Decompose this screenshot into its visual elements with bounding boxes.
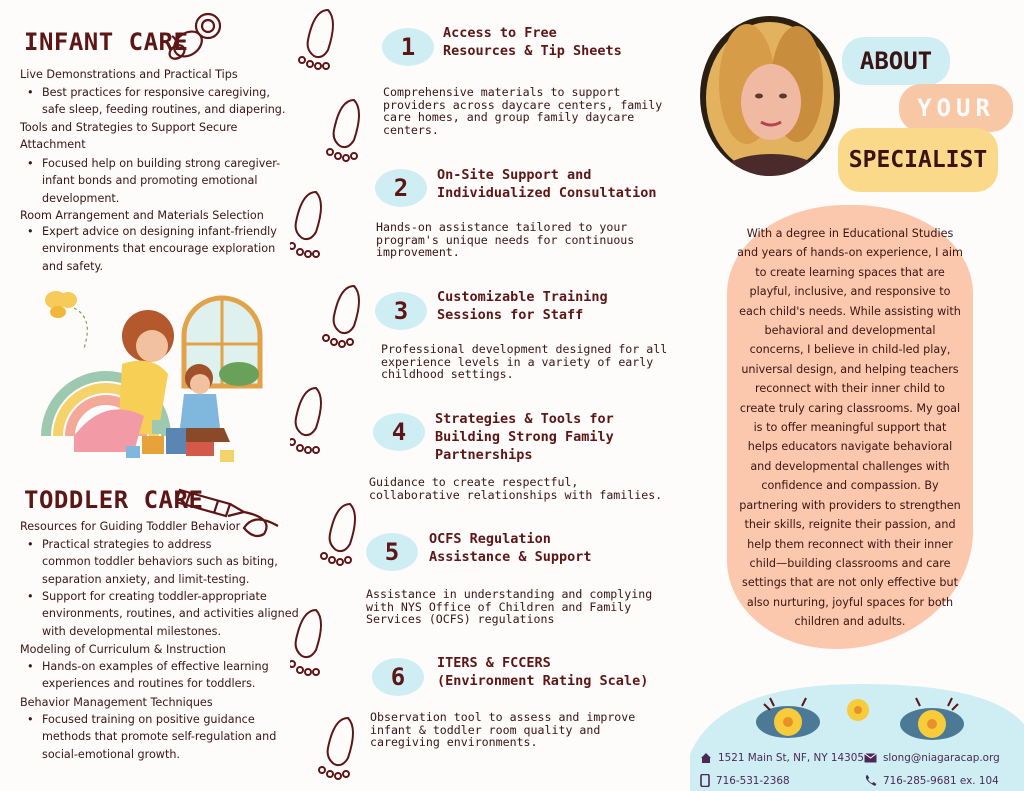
phone-ringing-icon xyxy=(864,774,877,787)
bullet-item: • Focused help on building strong caregiver- infant bonds and promoting emotional development. xyxy=(42,155,280,207)
service-title: Strategies & Tools for Building Strong Family Partnerships xyxy=(435,411,614,463)
about-tag: ABOUT xyxy=(842,37,950,85)
section-label: Live Demonstrations and Practical Tips xyxy=(20,68,238,81)
section-label: Room Arrangement and Materials Selection xyxy=(20,209,264,222)
flower-icon xyxy=(847,699,869,721)
service-description: Assistance in understanding and complying with NYS Office of Children and Family Services (OCFS) regulations xyxy=(366,587,653,626)
service-number-badge: 3 xyxy=(375,292,427,330)
bullet-item: • Expert advice on designing infant-friendly environments that encourage exploration and safety. xyxy=(42,223,277,275)
address-line xyxy=(700,752,864,764)
phone-line[interactable] xyxy=(700,774,790,787)
mail-icon xyxy=(864,753,877,763)
specialist-tag: SPECIALIST xyxy=(838,128,998,192)
bio-text: With a degree in Educational Studies and years of hands-on experience, I aim to create learning spaces that are playful, inclusive, and responsive to each child's needs. While assisting with behavioral and developmental concerns, I believe in child-led play, universal design, and helping teachers reconnect with their inner child to create truly caring classrooms. My goal is to offer meaningful support that helps educators navigate behavioral and developmental challenges with confidence and compassion. By partnering with providers to strengthen their skills, reignite their passion, and help them reconnect with their inner child—building classrooms and care settings that are not only effective but also nurturing, joyful spaces for both children and adults. xyxy=(737,227,963,629)
service-number-badge: 1 xyxy=(382,28,434,66)
section-label: Resources for Guiding Toddler Behavior xyxy=(20,520,241,533)
pacifier-icon xyxy=(164,8,226,64)
section-label: Modeling of Curriculum & Instruction xyxy=(20,643,226,656)
service-description: Comprehensive materials to support providers across daycare centers, family care homes, and group family daycare centers. xyxy=(383,85,663,137)
service-number-badge: 5 xyxy=(366,533,418,571)
section-label: Tools and Strategies to Support Secure Attachment xyxy=(20,121,238,151)
office-phone-text[interactable]: 716-285-9681 ex. 104 xyxy=(883,774,999,787)
bullet-item: • Hands-on examples of effective learning experiences and routines for toddlers. xyxy=(42,658,269,693)
section-label: Behavior Management Techniques xyxy=(20,696,213,709)
address-text: 1521 Main St, NF, NY 14305 xyxy=(718,752,864,764)
bullet-item: • Practical strategies to address common toddler behaviors such as biting, separation anxiety, and limit-testing. xyxy=(42,536,278,588)
service-title: ITERS & FCCERS (Environment Rating Scale) xyxy=(437,655,649,689)
phone-text[interactable]: 716-531-2368 xyxy=(716,774,790,787)
bullet-item: • Focused training on positive guidance methods that promote self-regulation and social-emotional growth. xyxy=(42,711,276,763)
service-title: On-Site Support and Individualized Consultation xyxy=(437,167,657,201)
email-text[interactable]: slong@niagaracap.org xyxy=(883,752,1000,764)
service-description: Hands-on assistance tailored to your program's unique needs for continuous improvement. xyxy=(376,220,635,259)
service-description: Professional development designed for all experience levels in a variety of early childhood settings. xyxy=(381,342,668,381)
service-description: Observation tool to assess and improve infant & toddler room quality and caregiving environments. xyxy=(370,710,636,749)
email-line[interactable] xyxy=(864,752,1000,764)
mobile-phone-icon xyxy=(700,774,710,787)
office-phone-line[interactable] xyxy=(864,774,999,787)
your-tag: YOUR xyxy=(899,84,1013,132)
bullet-item: • Support for creating toddler-appropriate environments, routines, and activities aligned with developmental milestones. xyxy=(42,588,299,640)
bullet-item: • Best practices for responsive caregiving, safe sleep, feeding routines, and diapering. xyxy=(42,84,285,119)
infant-care-heading: INFANT CARE xyxy=(24,28,189,56)
footprints-decoration xyxy=(290,0,370,791)
service-title: OCFS Regulation Assistance & Support xyxy=(429,531,592,565)
children-playing-illustration xyxy=(34,286,270,482)
specialist-photo xyxy=(699,14,841,178)
service-number-badge: 6 xyxy=(372,658,424,696)
service-number-badge: 2 xyxy=(375,169,427,207)
service-description: Guidance to create respectful, collaborative relationships with families. xyxy=(369,475,663,502)
service-title: Customizable Training Sessions for Staff xyxy=(437,289,608,323)
toddler-care-heading: TODDLER CARE xyxy=(24,486,204,514)
butterfly-icon xyxy=(45,291,87,348)
service-title: Access to Free Resources & Tip Sheets xyxy=(443,25,622,59)
home-icon xyxy=(700,752,712,764)
service-number-badge: 4 xyxy=(373,413,425,451)
